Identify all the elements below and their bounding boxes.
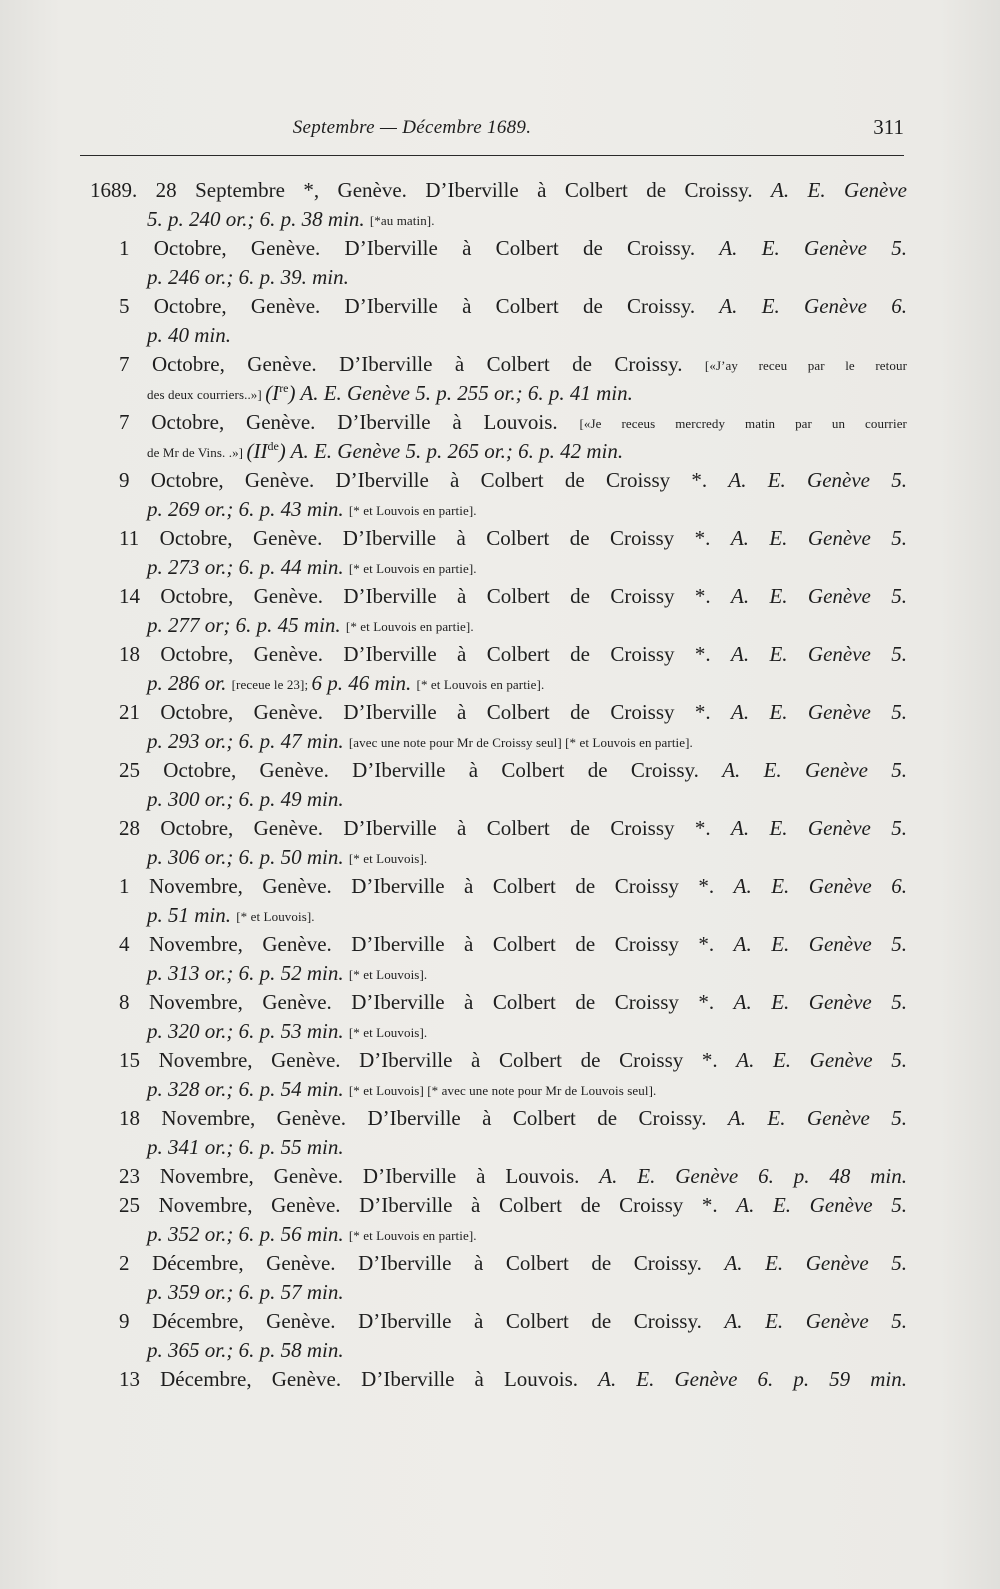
entry-reference-line <box>113 1336 907 1365</box>
register-entry <box>113 350 907 408</box>
header-rule <box>80 155 904 156</box>
entry-heading-line <box>113 1191 907 1220</box>
running-head <box>82 113 904 149</box>
entry-text: 4 Novembre, Genève. D’Iberville à Colbert de Croissy *. <box>119 932 734 956</box>
entry-reference-line <box>113 959 907 988</box>
entry-heading-line <box>113 698 907 727</box>
archive-reference: A. E. Genève 5. <box>733 932 907 956</box>
archive-reference: p. 365 or.; 6. p. 58 min. <box>147 1338 344 1362</box>
register-entry <box>113 582 907 640</box>
entry-reference-line <box>113 727 907 756</box>
entry-text: 7 Octobre, Genève. D’Iberville à Colbert de Croissy. <box>119 352 705 376</box>
entry-heading-line <box>113 988 907 1017</box>
entry-heading-line <box>113 814 907 843</box>
entry-text: 11 Octobre, Genève. D’Iberville à Colbert de Croissy *. <box>119 526 731 550</box>
superscript: de <box>267 439 279 453</box>
archive-reference: 5. p. 240 or.; 6. p. 38 min. <box>147 207 370 231</box>
archive-reference: p. 300 or.; 6. p. 49 min. <box>147 787 344 811</box>
editorial-note: [«J’ay receu par le retour <box>704 358 908 373</box>
archive-reference: A. E. Genève 5. <box>731 584 907 608</box>
entry-reference-line <box>113 553 907 582</box>
register-entry <box>113 698 907 756</box>
entry-reference-line <box>113 205 907 234</box>
register-entry <box>113 988 907 1046</box>
archive-reference: A. E. Genève 6. p. 48 min. <box>599 1164 907 1188</box>
archive-reference: ) A. E. Genève 5. p. 265 or.; 6. p. 42 min. <box>278 439 624 463</box>
editorial-note: [* et Louvois] [* avec une note pour Mr de Louvois seul]. <box>348 1083 657 1098</box>
register-entry <box>113 930 907 988</box>
entry-list <box>90 176 908 1394</box>
running-title: Septembre — Décembre 1689. <box>292 117 532 138</box>
entry-text: 21 Octobre, Genève. D’Iberville à Colbert de Croissy *. <box>119 700 731 724</box>
entry-reference-line <box>113 669 907 698</box>
entry-heading-line <box>113 466 907 495</box>
editorial-note: [«Je receus mercredy matin par un courrier <box>579 416 907 431</box>
entry-heading-line <box>113 1162 907 1191</box>
register-entry <box>113 814 907 872</box>
entry-heading-line <box>113 1307 907 1336</box>
entry-text: 15 Novembre, Genève. D’Iberville à Colbert de Croissy *. <box>119 1048 737 1072</box>
entry-reference-line <box>113 1278 907 1307</box>
entry-heading-line <box>113 930 907 959</box>
entry-heading-line <box>113 1365 907 1394</box>
archive-reference: p. 359 or.; 6. p. 57 min. <box>147 1280 344 1304</box>
register-entry <box>113 756 907 814</box>
entry-text: 1689. 28 Septembre *, Genève. D’Iberville à Colbert de Croissy. <box>90 178 772 202</box>
archive-reference: A. E. Genève 5. <box>727 1106 908 1130</box>
entry-text: 8 Novembre, Genève. D’Iberville à Colbert de Croissy *. <box>119 990 734 1014</box>
entry-text: 7 Octobre, Genève. D’Iberville à Louvois. <box>119 410 580 434</box>
entry-heading-line <box>113 756 907 785</box>
register-entry <box>113 524 907 582</box>
archive-reference: p. 352 or.; 6. p. 56 min. <box>147 1222 349 1246</box>
register-entry <box>113 1104 907 1162</box>
archive-reference: p. 246 or.; 6. p. 39. min. <box>147 265 349 289</box>
archive-reference: A. E. Genève 5. <box>731 700 907 724</box>
archive-reference: A. E. Genève 6. <box>733 874 907 898</box>
editorial-note: [*au matin]. <box>369 213 435 228</box>
entry-reference-line <box>113 843 907 872</box>
entry-reference-line <box>113 1133 907 1162</box>
entry-text: 2 Décembre, Genève. D’Iberville à Colbert de Croissy. <box>119 1251 725 1275</box>
editorial-note: [* et Louvois en partie]. <box>416 677 545 692</box>
page-number: 311 <box>873 115 904 139</box>
entry-text: 18 Novembre, Genève. D’Iberville à Colbert de Croissy. <box>119 1106 728 1130</box>
register-entry <box>113 872 907 930</box>
entry-reference-line <box>113 1017 907 1046</box>
entry-heading-line <box>113 582 907 611</box>
archive-reference: p. 313 or.; 6. p. 52 min. <box>147 961 349 985</box>
entry-heading-line <box>90 176 907 205</box>
entry-text: 23 Novembre, Genève. D’Iberville à Louvois. <box>119 1164 600 1188</box>
archive-reference: A. E. Genève 5. <box>736 1193 907 1217</box>
archive-reference: A. E. Genève 5. <box>724 1251 907 1275</box>
entry-heading-line <box>113 872 907 901</box>
archive-reference: A. E. Genève <box>771 178 908 202</box>
register-entry <box>113 408 907 466</box>
archive-reference: (I <box>265 381 280 405</box>
archive-reference: A. E. Genève 5. <box>724 1309 907 1333</box>
register-entry <box>113 1307 907 1365</box>
archive-reference: p. 306 or.; 6. p. 50 min. <box>147 845 349 869</box>
entry-text: 9 Décembre, Genève. D’Iberville à Colbert de Croissy. <box>119 1309 725 1333</box>
entry-heading-line <box>113 1046 907 1075</box>
entry-reference-line <box>113 321 907 350</box>
register-entry <box>113 1162 907 1191</box>
entry-text: 25 Octobre, Genève. D’Iberville à Colbert de Croissy. <box>119 758 723 782</box>
archive-reference: A. E. Genève 5. <box>731 816 907 840</box>
editorial-note: [* et Louvois]. <box>348 1025 428 1040</box>
editorial-note: [receue le 23]; <box>231 677 312 692</box>
entry-text: 1 Octobre, Genève. D’Iberville à Colbert de Croissy. <box>119 236 720 260</box>
entry-reference-line <box>113 379 907 408</box>
archive-reference: A. E. Genève 6. <box>719 294 908 318</box>
archive-reference: p. 273 or.; 6. p. 44 min. <box>147 555 349 579</box>
archive-reference: (II <box>246 439 268 463</box>
archive-reference: A. E. Genève 5. <box>730 526 907 550</box>
entry-heading-line <box>113 292 907 321</box>
entry-text: 14 Octobre, Genève. D’Iberville à Colbert de Croissy *. <box>119 584 731 608</box>
archive-reference: p. 277 or; 6. p. 45 min. <box>147 613 346 637</box>
entry-heading-line <box>113 408 907 437</box>
archive-reference: A. E. Genève 5. <box>728 468 907 492</box>
entry-heading-line <box>113 640 907 669</box>
entry-reference-line <box>113 785 907 814</box>
register-entry <box>113 640 907 698</box>
editorial-note: de Mr de Vins. .»] <box>147 445 247 460</box>
register-entry <box>113 1365 907 1394</box>
editorial-note: des deux courriers..»] <box>147 387 266 402</box>
archive-reference: p. 40 min. <box>147 323 231 347</box>
register-entry <box>113 1046 907 1104</box>
editorial-note: [* et Louvois en partie]. <box>348 561 477 576</box>
archive-reference: A. E. Genève 5. <box>719 236 908 260</box>
entry-reference-line <box>113 1075 907 1104</box>
entry-heading-line <box>113 234 907 263</box>
register-entry <box>113 466 907 524</box>
entry-text: 9 Octobre, Genève. D’Iberville à Colbert de Croissy *. <box>119 468 729 492</box>
entry-text: 25 Novembre, Genève. D’Iberville à Colbert de Croissy *. <box>119 1193 737 1217</box>
archive-reference: p. 293 or.; 6. p. 47 min. <box>147 729 349 753</box>
editorial-note: [* et Louvois]. <box>348 851 428 866</box>
register-entry <box>113 1191 907 1249</box>
archive-reference: A. E. Genève 5. <box>731 642 907 666</box>
entry-reference-line <box>113 495 907 524</box>
editorial-note: [* et Louvois en partie]. <box>348 1228 477 1243</box>
entry-text: 28 Octobre, Genève. D’Iberville à Colbert de Croissy *. <box>119 816 731 840</box>
entry-reference-line <box>113 901 907 930</box>
archive-reference: A. E. Genève 6. p. 59 min. <box>598 1367 907 1391</box>
register-entry <box>113 1249 907 1307</box>
archive-reference: 6 p. 46 min. <box>311 671 417 695</box>
editorial-note: [* et Louvois en partie]. <box>348 503 477 518</box>
entry-reference-line <box>113 611 907 640</box>
entry-heading-line <box>113 1249 907 1278</box>
entry-reference-line <box>113 437 907 466</box>
archive-reference: ) A. E. Genève 5. p. 255 or.; 6. p. 41 min. <box>288 381 633 405</box>
register-entry <box>113 234 907 292</box>
archive-reference: A. E. Genève 5. <box>722 758 907 782</box>
entry-text: 13 Décembre, Genève. D’Iberville à Louvois. <box>119 1367 599 1391</box>
entry-heading-line <box>113 524 907 553</box>
editorial-note: [* et Louvois]. <box>348 967 428 982</box>
superscript: re <box>279 381 289 395</box>
archive-reference: A. E. Genève 5. <box>733 990 907 1014</box>
editorial-note: [* et Louvois]. <box>236 909 315 924</box>
entry-heading-line <box>113 1104 907 1133</box>
archive-reference: p. 328 or.; 6. p. 54 min. <box>147 1077 349 1101</box>
entry-reference-line <box>113 263 907 292</box>
archive-reference: A. E. Genève 5. <box>736 1048 907 1072</box>
entry-text: 5 Octobre, Genève. D’Iberville à Colbert de Croissy. <box>119 294 720 318</box>
archive-reference: p. 286 or. <box>147 671 232 695</box>
entry-reference-line <box>113 1220 907 1249</box>
register-entry <box>90 176 908 234</box>
register-entry <box>113 292 907 350</box>
archive-reference: p. 341 or.; 6. p. 55 min. <box>147 1135 344 1159</box>
editorial-note: [avec une note pour Mr de Croissy seul] [* et Louvois en partie]. <box>348 735 693 750</box>
editorial-note: [* et Louvois en partie]. <box>345 619 474 634</box>
entry-text: 1 Novembre, Genève. D’Iberville à Colbert de Croissy *. <box>119 874 734 898</box>
entry-heading-line <box>113 350 907 379</box>
entry-text: 18 Octobre, Genève. D’Iberville à Colbert de Croissy *. <box>119 642 731 666</box>
archive-reference: p. 269 or.; 6. p. 43 min. <box>147 497 349 521</box>
archive-reference: p. 51 min. <box>147 903 237 927</box>
archive-reference: p. 320 or.; 6. p. 53 min. <box>147 1019 349 1043</box>
